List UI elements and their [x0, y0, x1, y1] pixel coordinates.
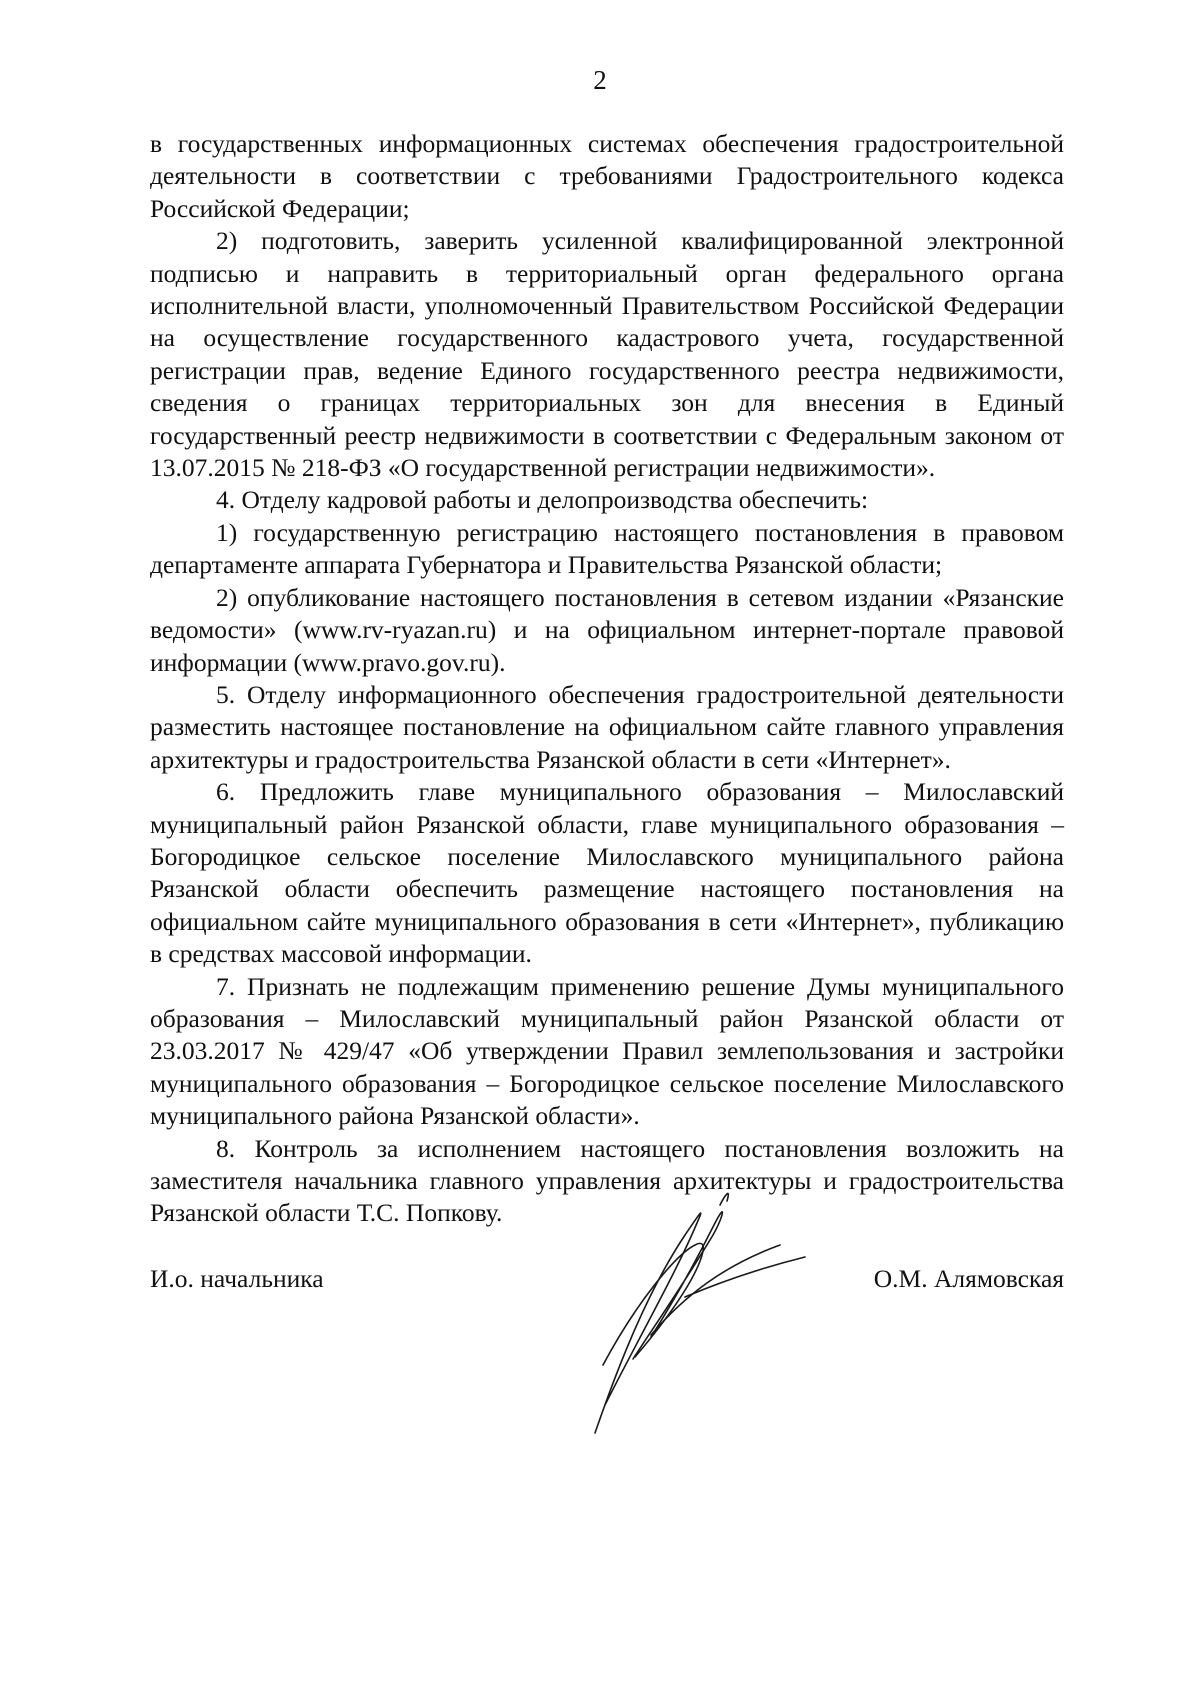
- paragraph-6-municipal-heads: 6. Предложить главе муниципального образования – Милославский муниципальный район Рязанской области, главе муниципального образования – Богородицкое сельское поселение Милославского муниципального района Рязанской области обеспечить размещение настоящего постановления на официальном сайте муниципального образования в сети «Интернет», публикацию в средствах массовой информации.: [150, 777, 1064, 969]
- signatory-position: И.о. начальника: [150, 1264, 324, 1293]
- document-body: [150, 128, 1064, 1230]
- page-number: 2: [593, 65, 607, 95]
- signature-block: [150, 1263, 1064, 1303]
- paragraph-4-1-registration: 1) государственную регистрацию настоящего постановления в правовом департаменте аппарата Губернатора и Правительства Рязанской области;: [150, 517, 1064, 580]
- paragraph-item-2-sign-and-send: 2) подготовить, заверить усиленной квалифицированной электронной подписью и направить в территориальный орган федерального органа исполнительной власти, уполномоченный Правительством Российской Федерации на осуществление государственного кадастрового учета, государственной регистрации прав, ведение Единого государственного реестра недвижимости, сведения о границах территориальных зон для внесения в Единый государственный реестр недвижимости в соответствии с Федеральным законом от 13.07.2015 № 218-ФЗ «О государственной регистрации недвижимости».: [150, 226, 1064, 483]
- paragraph-continuation: в государственных информационных системах обеспечения градостроительной деятельности в соответствии с требованиями Градостроительного кодекса Российской Федерации;: [150, 129, 1064, 223]
- paragraph-8-control: 8. Контроль за исполнением настоящего постановления возложить на заместителя начальника главного управления архитектуры и градостроительства Рязанской области Т.С. Попкову.: [150, 1133, 1064, 1228]
- signatory-name: О.М. Алямовская: [873, 1264, 1064, 1293]
- paragraph-5-info-department: 5. Отделу информационного обеспечения градостроительной деятельности разместить настоящее постановление на официальном сайте главного управления архитектуры и градостроительства Рязанской области в сети «Интернет».: [150, 679, 1064, 774]
- paragraph-4-2-publication: 2) опубликование настоящего постановления в сетевом издании «Рязанские ведомости» (www.rv-ryazan.ru) и на официальном интернет-портале правовой информации (www.pravo.gov.ru).: [150, 582, 1064, 677]
- handwritten-signature: [575, 1175, 845, 1445]
- paragraph-4-hr-department: 4. Отделу кадровой работы и делопроизводства обеспечить:: [216, 485, 869, 515]
- paragraph-7-repeal-decision: 7. Признать не подлежащим применению решение Думы муниципального образования – Милославский муниципальный район Рязанской области от 23.03.2017 № 429/47 «Об утверждении Правил землепользования и застройки муниципального образования – Богородицкое сельское поселение Милославского муниципального района Рязанской области».: [150, 971, 1064, 1131]
